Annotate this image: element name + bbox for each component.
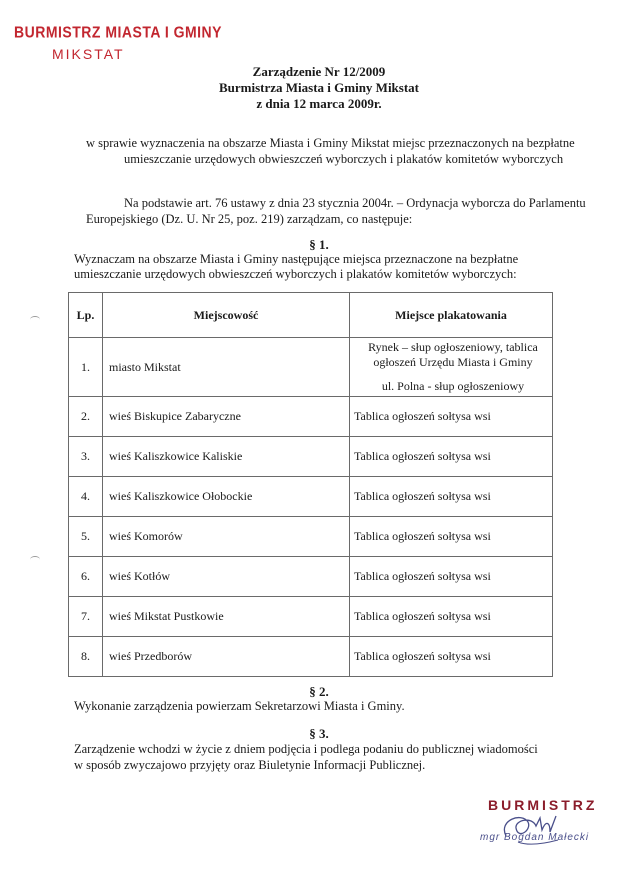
section-3-line-2: w sposób zwyczajowo przyjęty oraz Biuletynie Informacji Publicznej.: [74, 758, 426, 772]
signature-stamp-title: BURMISTRZ: [488, 797, 598, 813]
posting-places-table: [68, 292, 553, 677]
table-row: [69, 597, 553, 637]
row-posting-place: Tablica ogłoszeń sołtysa wsi: [350, 517, 553, 557]
section-3-line-1: Zarządzenie wchodzi w życie z dniem podjęcia i podlega podaniu do publicznej wiadomości: [74, 742, 538, 756]
table-row: [69, 477, 553, 517]
legal-basis-line-2: Europejskiego (Dz. U. Nr 25, poz. 219) zarządzam, co następuje:: [86, 212, 413, 226]
section-3-heading: § 3.: [309, 726, 329, 741]
handwritten-signature: [488, 806, 568, 856]
row-locality: wieś Kotłów: [103, 557, 350, 597]
punch-hole-mark: [30, 316, 40, 323]
row-locality: wieś Biskupice Zabaryczne: [103, 397, 350, 437]
document-date: z dnia 12 marca 2009r.: [256, 96, 382, 111]
table-row: [69, 437, 553, 477]
table-row: [69, 557, 553, 597]
subject-line-1: w sprawie wyznaczenia na obszarze Miasta i Gminy Mikstat miejsc przeznaczonych na bezpłatne: [86, 136, 575, 150]
row-posting-place: Tablica ogłoszeń sołtysa wsi: [350, 557, 553, 597]
table-row: [69, 397, 553, 437]
row-number: 3.: [69, 437, 103, 477]
row-number: 4.: [69, 477, 103, 517]
section-2-line-1: Wykonanie zarządzenia powierzam Sekretarzowi Miasta i Gminy.: [74, 699, 405, 713]
signatory-name: mgr Bogdan Małecki: [480, 832, 590, 843]
row-locality: miasto Mikstat: [103, 338, 350, 397]
posting-place-line-3: ul. Polna - słup ogłoszeniowy: [381, 379, 525, 393]
document-issuer: Burmistrza Miasta i Gminy Mikstat: [218, 80, 420, 95]
section-1-heading: § 1.: [309, 237, 329, 252]
row-locality: wieś Mikstat Pustkowie: [103, 597, 350, 637]
stamp-town-name: MIKSTAT: [52, 46, 125, 62]
table-header-row: [69, 293, 553, 338]
row-number: 8.: [69, 637, 103, 677]
document-number: Zarządzenie Nr 12/2009: [252, 64, 386, 79]
row-locality: wieś Kaliszkowice Kaliskie: [103, 437, 350, 477]
table-row: [69, 517, 553, 557]
row-posting-place: Tablica ogłoszeń sołtysa wsi: [350, 477, 553, 517]
section-1-line-2: umieszczanie urzędowych obwieszczeń wyborczych i plakatów komitetów wyborczych:: [74, 267, 517, 281]
row-number: 2.: [69, 397, 103, 437]
table-row: [69, 338, 553, 397]
posting-place-line-1: Rynek – słup ogłoszeniowy, tablica: [368, 340, 538, 354]
row-number: 6.: [69, 557, 103, 597]
row-locality: wieś Przedborów: [103, 637, 350, 677]
row-posting-place: Tablica ogłoszeń sołtysa wsi: [350, 637, 553, 677]
header-locality: Miejscowość: [103, 293, 350, 338]
row-locality: wieś Komorów: [103, 517, 350, 557]
stamp-office-name: BURMISTRZ MIASTA I GMINY: [14, 22, 222, 42]
header-posting-place: Miejsce plakatowania: [350, 293, 553, 338]
row-number: 5.: [69, 517, 103, 557]
row-locality: wieś Kaliszkowice Ołobockie: [103, 477, 350, 517]
punch-hole-mark: [30, 556, 40, 563]
row-posting-place: Tablica ogłoszeń sołtysa wsi: [350, 397, 553, 437]
section-1-line-1: Wyznaczam na obszarze Miasta i Gminy następujące miejsca przeznaczone na bezpłatne: [74, 252, 519, 266]
row-number: 1.: [69, 338, 103, 397]
row-number: 7.: [69, 597, 103, 637]
row-posting-place: Tablica ogłoszeń sołtysa wsi: [350, 597, 553, 637]
section-2-heading: § 2.: [309, 684, 329, 699]
legal-basis-line-1: Na podstawie art. 76 ustawy z dnia 23 stycznia 2004r. – Ordynacja wyborcza do Parlamentu: [124, 196, 586, 210]
posting-place-line-2: ogłoszeń Urzędu Miasta i Gminy: [373, 355, 533, 369]
row-posting-place: Tablica ogłoszeń sołtysa wsi: [350, 437, 553, 477]
table-row: [69, 637, 553, 677]
header-lp: Lp.: [69, 293, 103, 338]
subject-line-2: umieszczanie urzędowych obwieszczeń wyborczych i plakatów komitetów wyborczych: [124, 152, 564, 166]
row-posting-place: [350, 338, 553, 397]
